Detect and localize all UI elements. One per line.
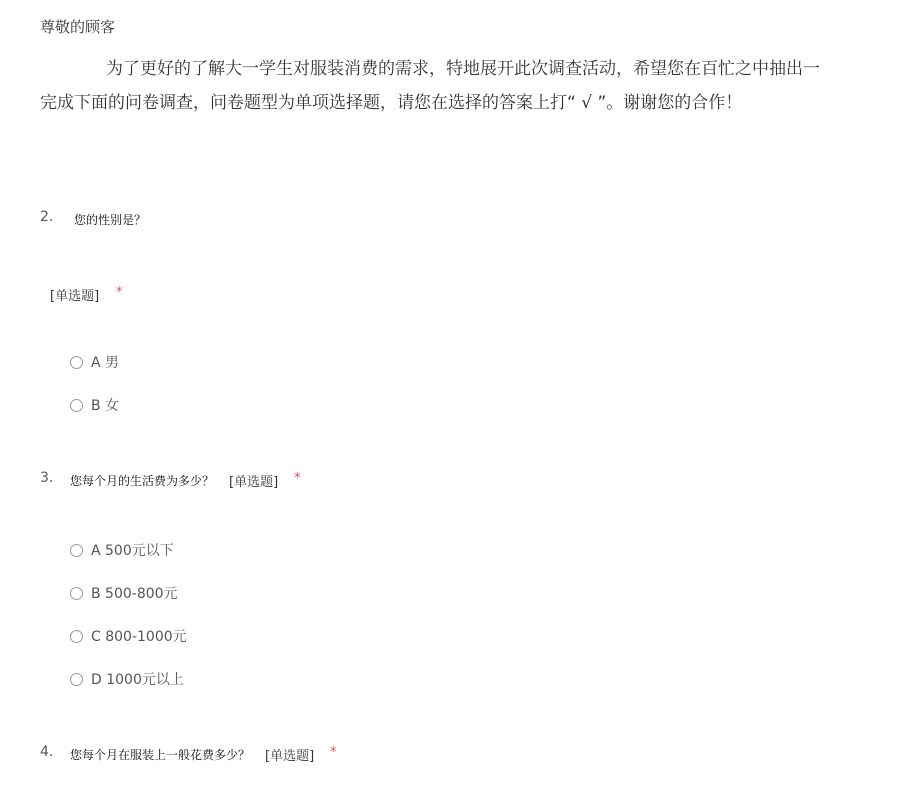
question-number: 2. xyxy=(40,209,54,225)
option-radio[interactable] xyxy=(70,352,119,372)
intro-paragraph xyxy=(40,52,900,120)
required-asterisk: * xyxy=(294,471,301,486)
option-radio[interactable] xyxy=(70,669,184,689)
radio-circle-icon[interactable] xyxy=(70,399,83,412)
question-title: 您每个月在服装上一般花费多少？ xyxy=(70,748,251,762)
question-number: 4. xyxy=(40,744,54,760)
radio-circle-icon[interactable] xyxy=(70,673,83,686)
required-asterisk: * xyxy=(116,285,123,300)
intro-line-2: 完成下面的问卷调查，问卷题型为单项选择题，请您在选择的答案上打“ √ ”。谢谢您的合作！ xyxy=(40,93,743,113)
question-type-label: [单选题] xyxy=(265,749,315,764)
required-asterisk: * xyxy=(330,745,337,760)
option-label: B 500-800元 xyxy=(91,586,178,602)
question-number: 3. xyxy=(40,470,54,486)
question-title: 您的性别是？ xyxy=(74,213,147,227)
radio-circle-icon[interactable] xyxy=(70,587,83,600)
radio-circle-icon[interactable] xyxy=(70,356,83,369)
radio-circle-icon[interactable] xyxy=(70,544,83,557)
question-type-label: [单选题] xyxy=(229,475,279,490)
option-radio[interactable] xyxy=(70,540,174,560)
option-label: A 男 xyxy=(91,355,120,371)
option-radio[interactable] xyxy=(70,626,187,646)
greeting-text: 尊敬的顾客 xyxy=(40,18,116,36)
question-type-label: [单选题] xyxy=(50,289,100,304)
option-label: B 女 xyxy=(91,398,120,414)
question-title: 您每个月的生活费为多少？ xyxy=(70,474,215,488)
option-radio[interactable] xyxy=(70,583,178,603)
radio-circle-icon[interactable] xyxy=(70,630,83,643)
option-radio[interactable] xyxy=(70,395,119,415)
option-label: A 500元以下 xyxy=(91,543,174,559)
option-label: C 800-1000元 xyxy=(91,629,187,645)
option-label: D 1000元以上 xyxy=(91,672,184,688)
intro-line-1: 为了更好的了解大一学生对服装消费的需求，特地展开此次调查活动，希望您在百忙之中抽出一 xyxy=(106,59,820,79)
